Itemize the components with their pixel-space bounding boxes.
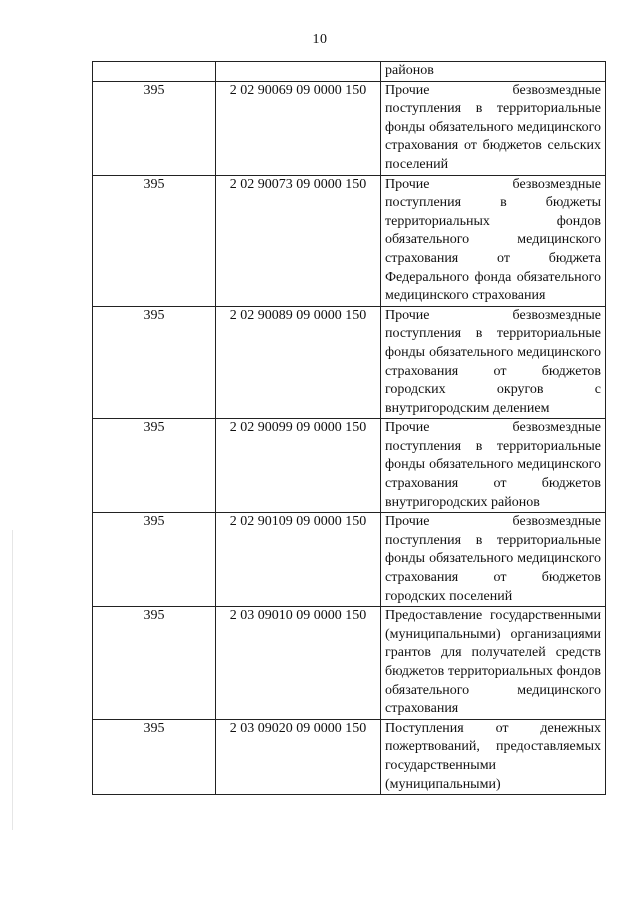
budget-code: 2 03 09020 09 0000 150 <box>229 720 367 736</box>
revenue-name: районов <box>385 63 434 78</box>
revenue-name-cell <box>381 719 606 794</box>
table-body <box>93 62 606 795</box>
revenue-name: Прочие безвозмездные поступления в бюджеты территориальных фондов обязательного медицинского страхования от бюджета Федерального фонда обязательного медицинского страхования <box>385 176 601 304</box>
table-row <box>93 607 606 720</box>
admin-code-cell <box>93 607 216 720</box>
budget-code: 2 02 90109 09 0000 150 <box>229 514 367 530</box>
admin-code: 395 <box>143 176 165 192</box>
budget-code-cell <box>216 419 381 513</box>
admin-code: 395 <box>143 514 165 530</box>
revenue-name: Предоставление государственными (муниципальными) организациями грантов для получателей средств бюджетов территориальных фондов обязательного медицинского страхования <box>385 608 601 717</box>
revenue-name: Прочие безвозмездные поступления в территориальные фонды обязательного медицинского страхования от бюджетов городских поселений <box>385 514 601 604</box>
revenue-name-cell <box>381 306 606 419</box>
admin-code: 395 <box>143 720 165 736</box>
revenue-name: Прочие безвозмездные поступления в территориальные фонды обязательного медицинского страхования от бюджетов городских округов с внутригородским делением <box>385 307 601 416</box>
revenue-name-cell <box>381 81 606 175</box>
admin-code: 395 <box>143 307 165 323</box>
revenue-name: Прочие безвозмездные поступления в территориальные фонды обязательного медицинского страхования от бюджетов внутригородских районов <box>385 420 601 510</box>
admin-code-cell <box>93 513 216 607</box>
budget-code-cell <box>216 175 381 306</box>
admin-code-cell <box>93 175 216 306</box>
admin-code-cell <box>93 81 216 175</box>
admin-code-cell <box>93 719 216 794</box>
admin-code: 395 <box>143 420 165 436</box>
revenue-name-cell <box>381 419 606 513</box>
table-row <box>93 513 606 607</box>
budget-code-cell <box>216 81 381 175</box>
admin-code-cell <box>93 306 216 419</box>
revenue-name-cell <box>381 607 606 720</box>
revenue-name: Поступления от денежных пожертвований, предоставляемых государственными (муниципальными) <box>385 720 601 792</box>
table-row <box>93 62 606 82</box>
scan-edge-shadow <box>12 530 13 830</box>
revenue-name: Прочие безвозмездные поступления в территориальные фонды обязательного медицинского страхования от бюджетов сельских поселений <box>385 82 601 172</box>
revenue-codes-table <box>92 61 606 795</box>
revenue-name-cell <box>381 513 606 607</box>
admin-code-cell <box>93 62 216 82</box>
budget-code: 2 02 90073 09 0000 150 <box>229 176 367 192</box>
budget-code-cell <box>216 306 381 419</box>
page-number: 10 <box>312 32 328 47</box>
table-row <box>93 419 606 513</box>
budget-code-cell <box>216 607 381 720</box>
budget-code: 2 02 90069 09 0000 150 <box>229 82 367 98</box>
table-row <box>93 306 606 419</box>
revenue-name-cell <box>381 175 606 306</box>
table-row <box>93 81 606 175</box>
table-row <box>93 719 606 794</box>
admin-code-cell <box>93 419 216 513</box>
budget-code-cell <box>216 62 381 82</box>
table-row <box>93 175 606 306</box>
admin-code: 395 <box>143 608 165 624</box>
budget-code: 2 02 90099 09 0000 150 <box>229 420 367 436</box>
budget-code: 2 03 09010 09 0000 150 <box>229 608 367 624</box>
budget-code-cell <box>216 719 381 794</box>
budget-code-cell <box>216 513 381 607</box>
admin-code: 395 <box>143 82 165 98</box>
revenue-name-cell <box>381 62 606 82</box>
budget-code: 2 02 90089 09 0000 150 <box>229 307 367 323</box>
